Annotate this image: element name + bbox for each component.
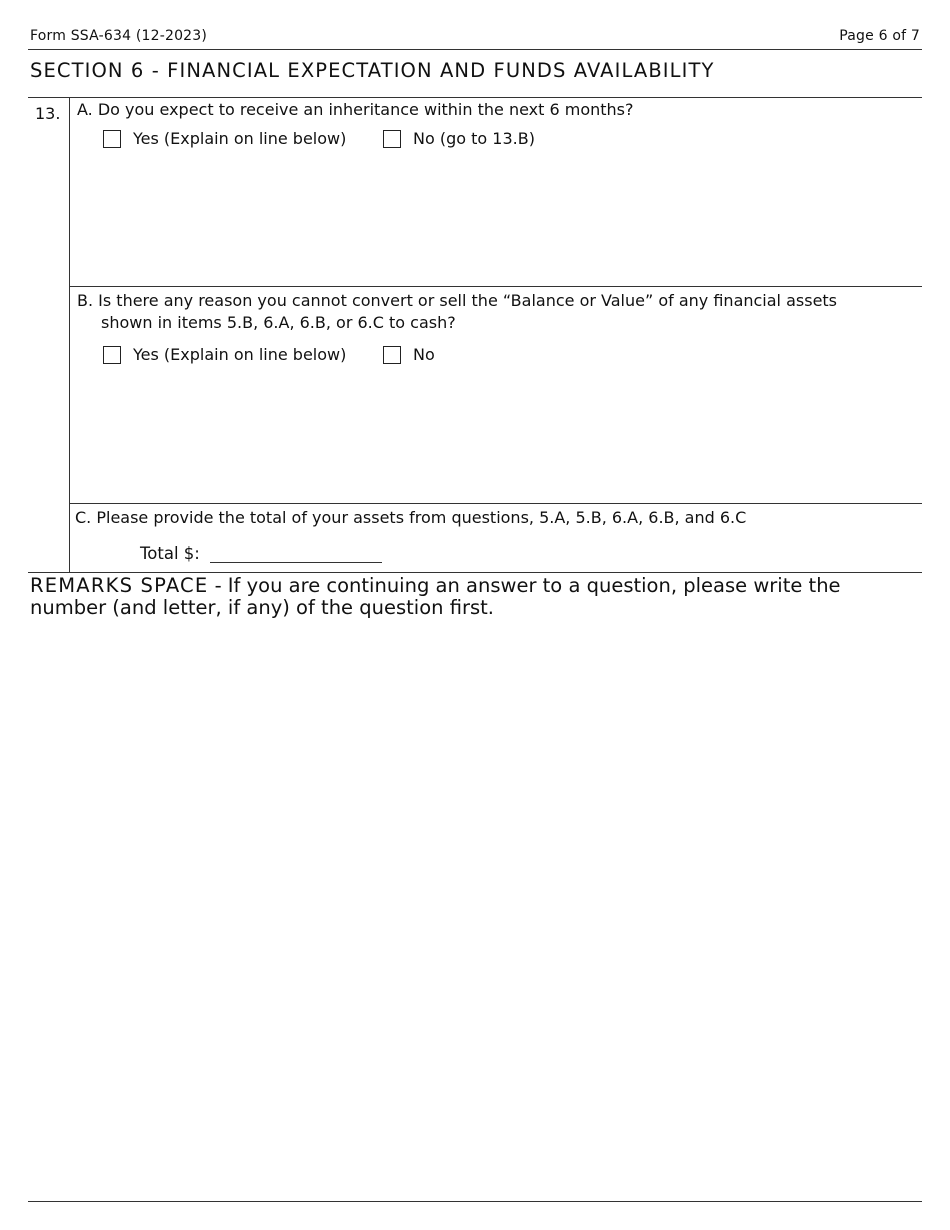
- question-13b-text: [77, 290, 837, 334]
- page-header: [28, 28, 922, 48]
- form-page: [28, 0, 922, 1230]
- question-13a-no-option[interactable]: [383, 129, 535, 148]
- question-13b-yes-checkbox[interactable]: [103, 346, 121, 364]
- remarks-label: REMARKS SPACE: [30, 574, 209, 597]
- question-number: 13.: [35, 104, 61, 123]
- question-13b-text-line1: B. Is there any reason you cannot convert or sell the “Balance or Value” of any financial assets: [77, 291, 838, 310]
- question-13b-yes-option[interactable]: [103, 345, 346, 364]
- question-13b-divider: [69, 503, 922, 504]
- question-13b-no-label: No: [413, 345, 435, 364]
- section-divider: [28, 97, 922, 98]
- question-13a-text: A. Do you expect to receive an inheritance within the next 6 months?: [77, 100, 634, 119]
- total-assets-row: [140, 538, 382, 563]
- remarks-heading: [30, 575, 922, 619]
- total-assets-label: Total $:: [140, 544, 200, 563]
- remarks-instructions: - If you are continuing an answer to a question, please write the number (and letter, if any) of the question first.: [30, 574, 841, 619]
- question-13a-no-checkbox[interactable]: [383, 130, 401, 148]
- page-number: Page 6 of 7: [839, 28, 920, 44]
- question-13a-no-label: No (go to 13.B): [413, 129, 535, 148]
- form-id: Form SSA-634 (12-2023): [30, 28, 208, 44]
- question-13a-yes-checkbox[interactable]: [103, 130, 121, 148]
- question-13b-explanation-area[interactable]: [70, 372, 922, 502]
- question-13c-text: C. Please provide the total of your assets from questions, 5.A, 5.B, 6.A, 6.B, and 6.C: [75, 508, 747, 527]
- header-divider: [28, 49, 922, 50]
- question-13b-no-checkbox[interactable]: [383, 346, 401, 364]
- question-13a-explanation-area[interactable]: [70, 155, 922, 285]
- question-13b-text-line2: shown in items 5.B, 6.A, 6.B, or 6.C to cash?: [101, 313, 456, 332]
- question-13b-yes-label: Yes (Explain on line below): [133, 345, 347, 364]
- question-13a-divider: [69, 286, 922, 287]
- question-13a-yes-label: Yes (Explain on line below): [133, 129, 347, 148]
- remarks-text-area[interactable]: [28, 625, 922, 1195]
- footer-divider: [28, 1201, 922, 1202]
- question-13b-no-option[interactable]: [383, 345, 435, 364]
- total-assets-input[interactable]: [210, 538, 382, 563]
- section-title: SECTION 6 - FINANCIAL EXPECTATION AND FUNDS AVAILABILITY: [30, 59, 715, 82]
- remarks-divider: [28, 572, 922, 573]
- question-13a-yes-option[interactable]: [103, 129, 346, 148]
